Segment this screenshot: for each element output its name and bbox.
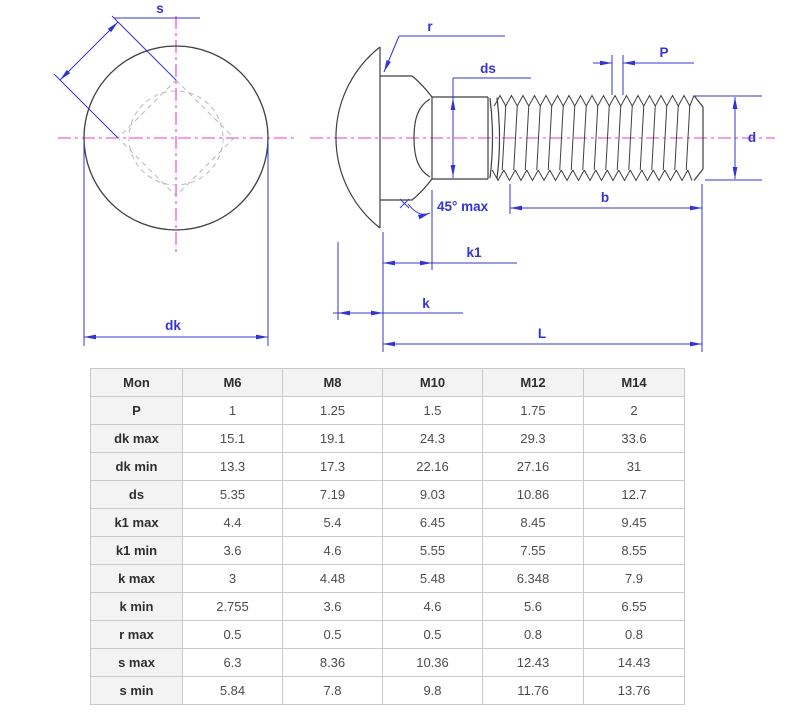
spec-cell: 0.5: [383, 621, 483, 649]
spec-cell: 27.16: [483, 453, 584, 481]
spec-cell: 8.45: [483, 509, 584, 537]
spec-cell: 6.45: [383, 509, 483, 537]
spec-cell: 2: [584, 397, 685, 425]
arrowhead: [383, 261, 395, 266]
spec-table: [90, 368, 685, 705]
spec-cell: 4.4: [183, 509, 283, 537]
spec-row-label: dk min: [91, 453, 183, 481]
spec-row-label: k1 min: [91, 537, 183, 565]
spec-row-label: ds: [91, 481, 183, 509]
dimension-arrowheads: [58, 20, 737, 346]
dim-label-s: s: [156, 1, 164, 16]
table-row: [91, 565, 685, 593]
spec-cell: 5.84: [183, 677, 283, 705]
spec-cell: 0.8: [584, 621, 685, 649]
arrowhead: [733, 167, 738, 179]
arrowhead: [623, 61, 635, 66]
spec-cell: 14.43: [584, 649, 685, 677]
spec-cell: 9.8: [383, 677, 483, 705]
arrowhead: [451, 98, 456, 110]
table-row: [91, 481, 685, 509]
spec-cell: 22.16: [383, 453, 483, 481]
arrowhead: [338, 311, 350, 316]
spec-cell: 33.6: [584, 425, 685, 453]
spec-row-label: dk max: [91, 425, 183, 453]
spec-cell: 12.7: [584, 481, 685, 509]
column-header: Mon: [91, 369, 183, 397]
arrowhead: [733, 97, 738, 109]
spec-cell: 13.76: [584, 677, 685, 705]
spec-cell: 7.9: [584, 565, 685, 593]
spec-cell: 10.86: [483, 481, 584, 509]
spec-cell: 0.8: [483, 621, 584, 649]
spec-table-header: [91, 369, 685, 397]
arrowhead: [256, 335, 268, 340]
spec-row-label: r max: [91, 621, 183, 649]
arrowhead: [690, 206, 702, 211]
spec-cell: 19.1: [283, 425, 383, 453]
dim-label-r: r: [427, 19, 433, 34]
arrowhead: [371, 311, 383, 316]
spec-cell: 5.6: [483, 593, 584, 621]
spec-cell: 11.76: [483, 677, 584, 705]
table-row: [91, 537, 685, 565]
arrowhead: [108, 20, 120, 32]
spec-cell: 6.348: [483, 565, 584, 593]
header-row: [91, 369, 685, 397]
dim-label-pitch: P: [659, 45, 669, 60]
table-row: [91, 593, 685, 621]
spec-cell: 15.1: [183, 425, 283, 453]
table-row: [91, 677, 685, 705]
arrowhead: [383, 342, 395, 347]
table-row: [91, 649, 685, 677]
spec-cell: 9.03: [383, 481, 483, 509]
spec-cell: 10.36: [383, 649, 483, 677]
spec-cell: 13.3: [183, 453, 283, 481]
spec-cell: 8.36: [283, 649, 383, 677]
arrowhead: [451, 165, 456, 177]
arrowhead: [600, 61, 612, 66]
spec-row-label: P: [91, 397, 183, 425]
spec-cell: 7.55: [483, 537, 584, 565]
arrowhead: [382, 60, 391, 73]
spec-cell: 6.55: [584, 593, 685, 621]
arrowhead: [58, 70, 70, 82]
spec-cell: 5.35: [183, 481, 283, 509]
spec-cell: 2.755: [183, 593, 283, 621]
dim-label-dk: dk: [165, 318, 181, 333]
spec-cell: 4.48: [283, 565, 383, 593]
spec-cell: 0.5: [183, 621, 283, 649]
arrowhead: [420, 261, 432, 266]
spec-table-body: [91, 397, 685, 705]
spec-cell: 6.3: [183, 649, 283, 677]
chamfer-angle-label: 45° max: [437, 199, 489, 214]
spec-cell: 7.19: [283, 481, 383, 509]
table-row: [91, 621, 685, 649]
spec-cell: 5.4: [283, 509, 383, 537]
spec-cell: 1.25: [283, 397, 383, 425]
dim-label-k: k: [422, 296, 430, 311]
side-view: [310, 19, 775, 352]
spec-cell: 1.5: [383, 397, 483, 425]
spec-cell: 3.6: [183, 537, 283, 565]
arrowhead: [510, 206, 522, 211]
spec-cell: 9.45: [584, 509, 685, 537]
spec-cell: 5.48: [383, 565, 483, 593]
arrowhead: [690, 342, 702, 347]
column-header: M12: [483, 369, 584, 397]
spec-cell: 8.55: [584, 537, 685, 565]
spec-cell: 1: [183, 397, 283, 425]
spec-cell: 12.43: [483, 649, 584, 677]
spec-cell: 4.6: [383, 593, 483, 621]
spec-cell: 4.6: [283, 537, 383, 565]
spec-row-label: k1 max: [91, 509, 183, 537]
spec-cell: 24.3: [383, 425, 483, 453]
spec-row-label: s min: [91, 677, 183, 705]
table-row: [91, 397, 685, 425]
spec-cell: 17.3: [283, 453, 383, 481]
front-view: [54, 1, 296, 346]
spec-row-label: k max: [91, 565, 183, 593]
spec-cell: 1.75: [483, 397, 584, 425]
centerline-front: [58, 16, 296, 252]
spec-cell: 3.6: [283, 593, 383, 621]
table-row: [91, 509, 685, 537]
spec-cell: 31: [584, 453, 685, 481]
column-header: M14: [584, 369, 685, 397]
arrowhead: [84, 335, 96, 340]
dim-label-k1: k1: [466, 245, 482, 260]
spec-row-label: s max: [91, 649, 183, 677]
column-header: M6: [183, 369, 283, 397]
spec-table-container: [90, 368, 685, 705]
spec-cell: 5.55: [383, 537, 483, 565]
dim-s-lines: [54, 16, 200, 138]
spec-cell: 0.5: [283, 621, 383, 649]
table-row: [91, 425, 685, 453]
spec-cell: 7.8: [283, 677, 383, 705]
dim-label-ds: ds: [480, 61, 496, 76]
spec-cell: 29.3: [483, 425, 584, 453]
dim-label-length: L: [537, 326, 547, 341]
dimension-lines: [333, 36, 762, 352]
column-header: M8: [283, 369, 383, 397]
spec-row-label: k min: [91, 593, 183, 621]
dim-label-d: d: [747, 130, 757, 145]
dim-label-b: b: [600, 190, 610, 205]
spec-cell: 3: [183, 565, 283, 593]
column-header: M10: [383, 369, 483, 397]
arrowhead: [418, 211, 431, 220]
table-row: [91, 453, 685, 481]
